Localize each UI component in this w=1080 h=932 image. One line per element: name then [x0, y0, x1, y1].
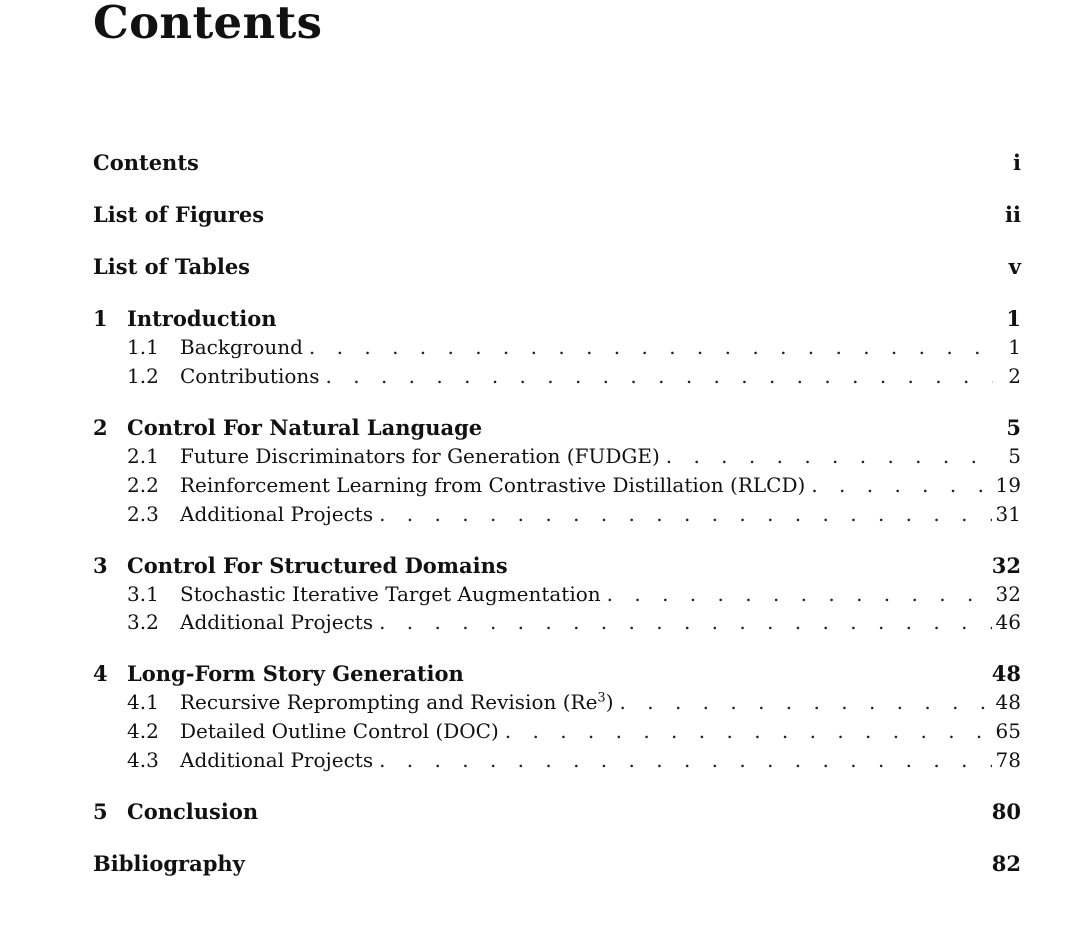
toc-page-number: 5	[1006, 415, 1021, 440]
toc-section-title: Additional Projects	[180, 502, 374, 526]
toc-entry-list-of-tables[interactable]	[93, 254, 1021, 282]
toc-chapter-title: Introduction	[127, 306, 277, 331]
page-title: Contents	[93, 0, 323, 49]
toc-chapter-title: Control For Natural Language	[127, 415, 483, 440]
toc-section-1-1[interactable]	[93, 335, 1021, 363]
toc-section-3-2[interactable]	[93, 610, 1021, 638]
dot-leader	[379, 502, 991, 526]
toc-section-title: Future Discriminators for Generation (FUDGE)	[180, 444, 660, 468]
toc-section-title: Detailed Outline Control (DOC)	[180, 719, 499, 743]
toc-page-number: 80	[991, 799, 1021, 824]
toc-section-title: Contributions	[180, 364, 320, 388]
toc-section-4-1[interactable]	[93, 690, 1021, 718]
toc-chapter-title: Long-Form Story Generation	[127, 661, 464, 686]
toc-entry-title: Contents	[93, 150, 199, 175]
toc-page-number: 82	[991, 851, 1021, 876]
toc-section-number: 3.1	[127, 582, 159, 606]
superscript: 3	[597, 690, 606, 706]
toc-section-title: Additional Projects	[180, 748, 374, 772]
toc-chapter-number: 1	[93, 306, 108, 331]
toc-section-2-1[interactable]	[93, 444, 1021, 472]
toc-page-number: ii	[1005, 202, 1021, 227]
toc-page-number: 19	[995, 473, 1021, 497]
toc-page-number: 5	[1008, 444, 1021, 468]
toc-chapter-number: 3	[93, 553, 108, 578]
toc-section-number: 2.3	[127, 502, 159, 526]
toc-page-number: 2	[1008, 364, 1021, 388]
toc-section-3-1[interactable]	[93, 582, 1021, 610]
toc-section-title	[180, 690, 614, 714]
toc-page-number: 65	[995, 719, 1021, 743]
toc-section-number: 1.1	[127, 335, 159, 359]
toc-entry-title: List of Figures	[93, 202, 265, 227]
toc-page-number: 78	[995, 748, 1021, 772]
toc-page-number: 1	[1008, 335, 1021, 359]
toc-section-title: Additional Projects	[180, 610, 374, 634]
toc-section-number: 2.2	[127, 473, 159, 497]
toc-entry-title: List of Tables	[93, 254, 250, 279]
toc-section-number: 4.2	[127, 719, 159, 743]
toc-chapter-2[interactable]	[93, 415, 1021, 443]
toc-section-number: 1.2	[127, 364, 159, 388]
toc-section-4-3[interactable]	[93, 748, 1021, 776]
toc-section-number: 3.2	[127, 610, 159, 634]
toc-section-title: Background	[180, 335, 303, 359]
dot-leader	[379, 610, 991, 634]
toc-chapter-title: Conclusion	[127, 799, 259, 824]
toc-chapter-title: Control For Structured Domains	[127, 553, 508, 578]
toc-page-number: 46	[995, 610, 1021, 634]
toc-chapter-1[interactable]	[93, 306, 1021, 334]
dot-leader	[505, 719, 992, 743]
toc-section-2-2[interactable]	[93, 473, 1021, 501]
dot-leader	[811, 473, 991, 497]
toc-page-number: 1	[1006, 306, 1021, 331]
toc-section-2-3[interactable]	[93, 502, 1021, 530]
toc-page-number: 48	[991, 661, 1021, 686]
dot-leader	[620, 690, 992, 714]
toc-chapter-4[interactable]	[93, 661, 1021, 689]
toc-chapter-number: 4	[93, 661, 108, 686]
dot-leader	[379, 748, 991, 772]
toc-entry-title: Bibliography	[93, 851, 245, 876]
toc-page-number: i	[1013, 150, 1021, 175]
toc-section-title: Stochastic Iterative Target Augmentation	[180, 582, 601, 606]
toc-section-title-main: Recursive Reprompting and Revision (Re	[180, 690, 598, 714]
dot-leader	[309, 335, 993, 359]
toc-section-number: 4.3	[127, 748, 159, 772]
toc-chapter-number: 2	[93, 415, 108, 440]
toc-page-number: 32	[991, 553, 1021, 578]
toc-section-title: Reinforcement Learning from Contrastive Distillation (RLCD)	[180, 473, 806, 497]
toc-section-number: 2.1	[127, 444, 159, 468]
toc-section-title-end: )	[605, 690, 614, 714]
toc-page-number: 48	[995, 690, 1021, 714]
toc-page-number: 32	[995, 582, 1021, 606]
toc-entry-contents[interactable]	[93, 150, 1021, 178]
dot-leader	[607, 582, 992, 606]
toc-page-number: v	[1008, 254, 1021, 279]
toc-chapter-number: 5	[93, 799, 108, 824]
toc-entry-list-of-figures[interactable]	[93, 202, 1021, 230]
toc-chapter-3[interactable]	[93, 553, 1021, 581]
toc-page-number: 31	[995, 502, 1021, 526]
toc-entry-bibliography[interactable]	[93, 851, 1021, 879]
toc-section-4-2[interactable]	[93, 719, 1021, 747]
toc-chapter-5[interactable]	[93, 799, 1021, 827]
dot-leader	[666, 444, 993, 468]
dot-leader	[326, 364, 993, 388]
toc-section-number: 4.1	[127, 690, 159, 714]
toc-section-1-2[interactable]	[93, 364, 1021, 392]
